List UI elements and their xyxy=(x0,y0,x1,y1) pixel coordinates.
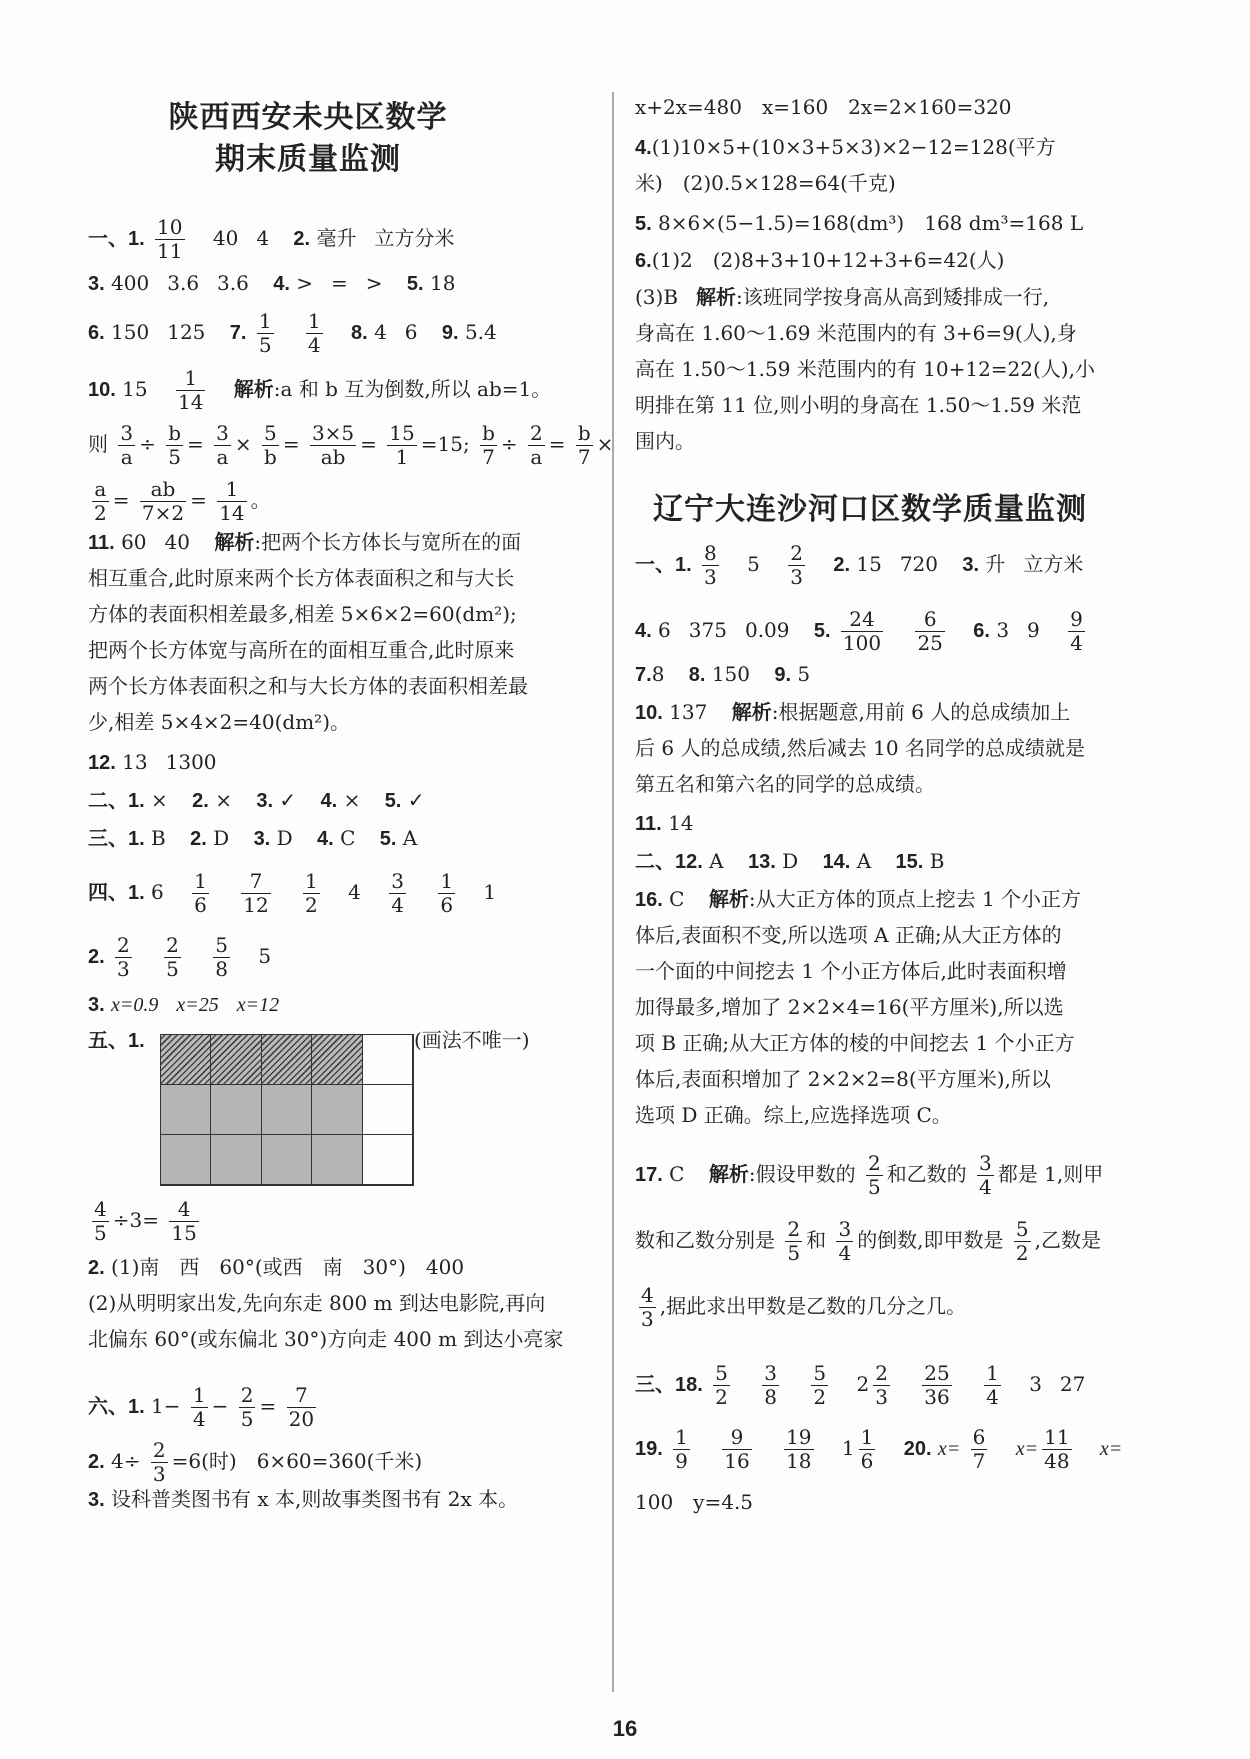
math-expression: $\frac{4}{5}$ ÷3= $\frac{4}{15}$ xyxy=(94,1197,197,1245)
text-line: 100 y=4.5 xyxy=(635,1490,754,1514)
fraction: $\frac{10}{11}$ xyxy=(157,215,183,263)
answer-line: 三、18. $\frac{5}{2}$ $\frac{3}{8}$ $\frac{5}{2}$ 2 $\frac{2}{3}$ $\frac{25}{36}$ $\frac{1}{4}$ 3 27 xyxy=(635,1361,1086,1409)
fraction: $\frac{1}{5}$ xyxy=(258,309,272,357)
answer-line: 4. 6 375 0.09 5. $\frac{24}{100}$ $\frac{6}{25}$ 6. 3 9 $\frac{9}{4}$ xyxy=(635,607,1083,655)
answer-line: 16. C 解析:从大正方体的顶点上挖去 1 个小正方 xyxy=(635,887,1082,911)
answer-line: 5. 8×6×(5−1.5)=168(dm³) 168 dm³=168 L xyxy=(635,211,1084,235)
text-line: 加得最多,增加了 2×2×4=16(平方厘米),所以选 xyxy=(635,995,1064,1019)
text-line: 选项 D 正确。综上,应选择选项 C。 xyxy=(635,1103,952,1127)
answer-line: 2. $\frac{2}{3}$ $\frac{2}{5}$ $\frac{5}{8}$ 5 xyxy=(88,933,272,981)
text-line: 后 6 人的总成绩,然后减去 10 名同学的总成绩就是 xyxy=(635,736,1085,760)
math-expression: $\frac{a}{2}$ = $\frac{ab}{7\times 2}$ = $\frac{1}{14}$ 。 xyxy=(94,477,271,525)
text-line: 体后,表面积增加了 2×2×2=8(平方厘米),所以 xyxy=(635,1067,1051,1091)
shaded-grid-figure xyxy=(160,1034,414,1186)
section-title: 辽宁大连沙河口区数学质量监测 xyxy=(653,492,1087,527)
text-line: x+2x=480 x=160 2x=2×160=320 xyxy=(635,95,1012,119)
answer-line: 一、1. $\frac{8}{3}$ 5 $\frac{2}{3}$ 2. 15 720 3. 升 立方米 xyxy=(635,541,1084,589)
math-expression: $\frac{4}{3}$ ,据此求出甲数是乙数的几分之几。 xyxy=(641,1283,967,1331)
answer-line: 10. 15 $\frac{1}{14}$ 解析:a 和 b 互为倒数,所以 ab=1。 xyxy=(88,366,552,414)
answer-line: 三、1. B 2. D 3. D 4. C 5. A xyxy=(88,826,418,850)
answer-line: 19. $\frac{1}{9}$ $\frac{9}{16}$ $\frac{19}{18}$ 1 $\frac{1}{6}$ 20. x= $\frac{6}{7}$ x= $\frac{11}{48}$ x= xyxy=(635,1425,1123,1473)
fraction: $\frac{1}{14}$ xyxy=(177,366,204,414)
text-line: 高在 1.50～1.59 米范围内的有 10+12=22(人),小 xyxy=(635,357,1095,381)
math-expression: 2. 4÷ $\frac{2}{3}$ =6(时) 6×60=360(千米) xyxy=(88,1438,423,1486)
answer-line: 二、1. × 2. × 3. ✓ 4. × 5. ✓ xyxy=(88,788,425,812)
answer-line: 6.(1)2 (2)8+3+10+12+3+6=42(人) xyxy=(635,248,1005,272)
section-subtitle: 期末质量监测 xyxy=(215,142,401,177)
math-expression: 数和乙数分别是 $\frac{2}{5}$ 和 $\frac{3}{4}$ 的倒数,即甲数是 $\frac{5}{2}$ ,乙数是 xyxy=(635,1217,1101,1265)
page-number: 16 xyxy=(612,1716,638,1741)
math-expression: 六、1. 1− $\frac{1}{4}$ − $\frac{2}{5}$ = $\frac{7}{20}$ xyxy=(88,1383,315,1431)
answer-line: 3. 设科普类图书有 x 本,则故事类图书有 2x 本。 xyxy=(88,1487,519,1511)
text-line: 围内。 xyxy=(635,429,695,453)
text-line: 米) (2)0.5×128=64(千克) xyxy=(635,171,896,195)
text-line: 体后,表面积不变,所以选项 A 正确;从大正方体的 xyxy=(635,923,1062,947)
math-expression: 则 $\frac{3}{a}$ ÷ $\frac{b}{5}$ = $\frac{3}{a}$ × $\frac{5}{b}$ = $\frac{3\times 5}{ab}$ = $\frac{15}{1}$ =15; $\frac{b}{7}$ ÷ $\frac{2}{a}$ = $\frac{b}{7}$ × xyxy=(88,421,614,469)
figure-note: (画法不唯一) xyxy=(414,1028,530,1052)
answer-line: 四、1. 6 $\frac{1}{6}$ $\frac{7}{12}$ $\frac{1}{2}$ 4 $\frac{3}{4}$ $\frac{1}{6}$ 1 xyxy=(88,869,497,917)
answer-line: 4.(1)10×5+(10×3+5×3)×2−12=128(平方 xyxy=(635,135,1056,159)
answer-line: 7.8 8. 150 9. 5 xyxy=(635,662,811,686)
answer-line: 11. 14 xyxy=(635,811,694,835)
answer-line: 6. 150 125 7. $\frac{1}{5}$ $\frac{1}{4}$ 8. 4 6 9. 5.4 xyxy=(88,309,497,357)
fraction: $\frac{1}{4}$ xyxy=(307,309,321,357)
text-line: 少,相差 5×4×2=40(dm²)。 xyxy=(88,710,351,734)
text-line: 把两个长方体宽与高所在的面相互重合,此时原来 xyxy=(88,638,515,662)
text-line: 一个面的中间挖去 1 个小正方体后,此时表面积增 xyxy=(635,959,1067,983)
answer-line: 2. (1)南 西 60°(或西 南 30°) 400 xyxy=(88,1255,465,1279)
answer-line: 11. 60 40 解析:把两个长方体长与宽所在的面 xyxy=(88,530,522,554)
text-line: 方体的表面积相差最多,相差 5×6×2=60(dm²); xyxy=(88,602,517,626)
text-line: 两个长方体表面积之和与大长方体的表面积相差最 xyxy=(88,674,528,698)
text-line: 第五名和第六名的同学的总成绩。 xyxy=(635,772,935,796)
answer-line: 3. 400 3.6 3.6 4. > = > 5. 18 xyxy=(88,271,456,295)
text-line: (2)从明明家出发,先向东走 800 m 到达电影院,再向 xyxy=(88,1291,546,1315)
text-line: 相互重合,此时原来两个长方体表面积之和与大长 xyxy=(88,566,515,590)
text-line: 北偏东 60°(或东偏北 30°)方向走 400 m 到达小亮家 xyxy=(88,1327,564,1351)
answer-line: 17. C 解析:假设甲数的 $\frac{2}{5}$ 和乙数的 $\frac{3}{4}$ 都是 1,则甲 xyxy=(635,1151,1104,1199)
answer-line: 一、1. $\frac{10}{11}$ 40 4 2. 毫升 立方分米 xyxy=(88,215,455,263)
column-divider xyxy=(612,92,614,1692)
text-line: 明排在第 11 位,则小明的身高在 1.50～1.59 米范 xyxy=(635,393,1082,417)
answer-line: 五、1. xyxy=(88,1030,145,1052)
answer-line: 12. 13 1300 xyxy=(88,750,217,774)
answer-line: 10. 137 解析:根据题意,用前 6 人的总成绩加上 xyxy=(635,700,1071,724)
section-title: 陕西西安未央区数学 xyxy=(168,100,448,135)
answer-line: 二、12. A 13. D 14. A 15. B xyxy=(635,849,945,873)
answer-line: (3)B 解析:该班同学按身高从高到矮排成一行, xyxy=(635,285,1050,309)
text-line: 身高在 1.60～1.69 米范围内的有 3+6=9(人),身 xyxy=(635,321,1077,345)
answer-line: 3. x=0.9 x=25 x=12 xyxy=(88,994,280,1016)
text-line: 项 B 正确;从大正方体的棱的中间挖去 1 个小正方 xyxy=(635,1031,1075,1055)
